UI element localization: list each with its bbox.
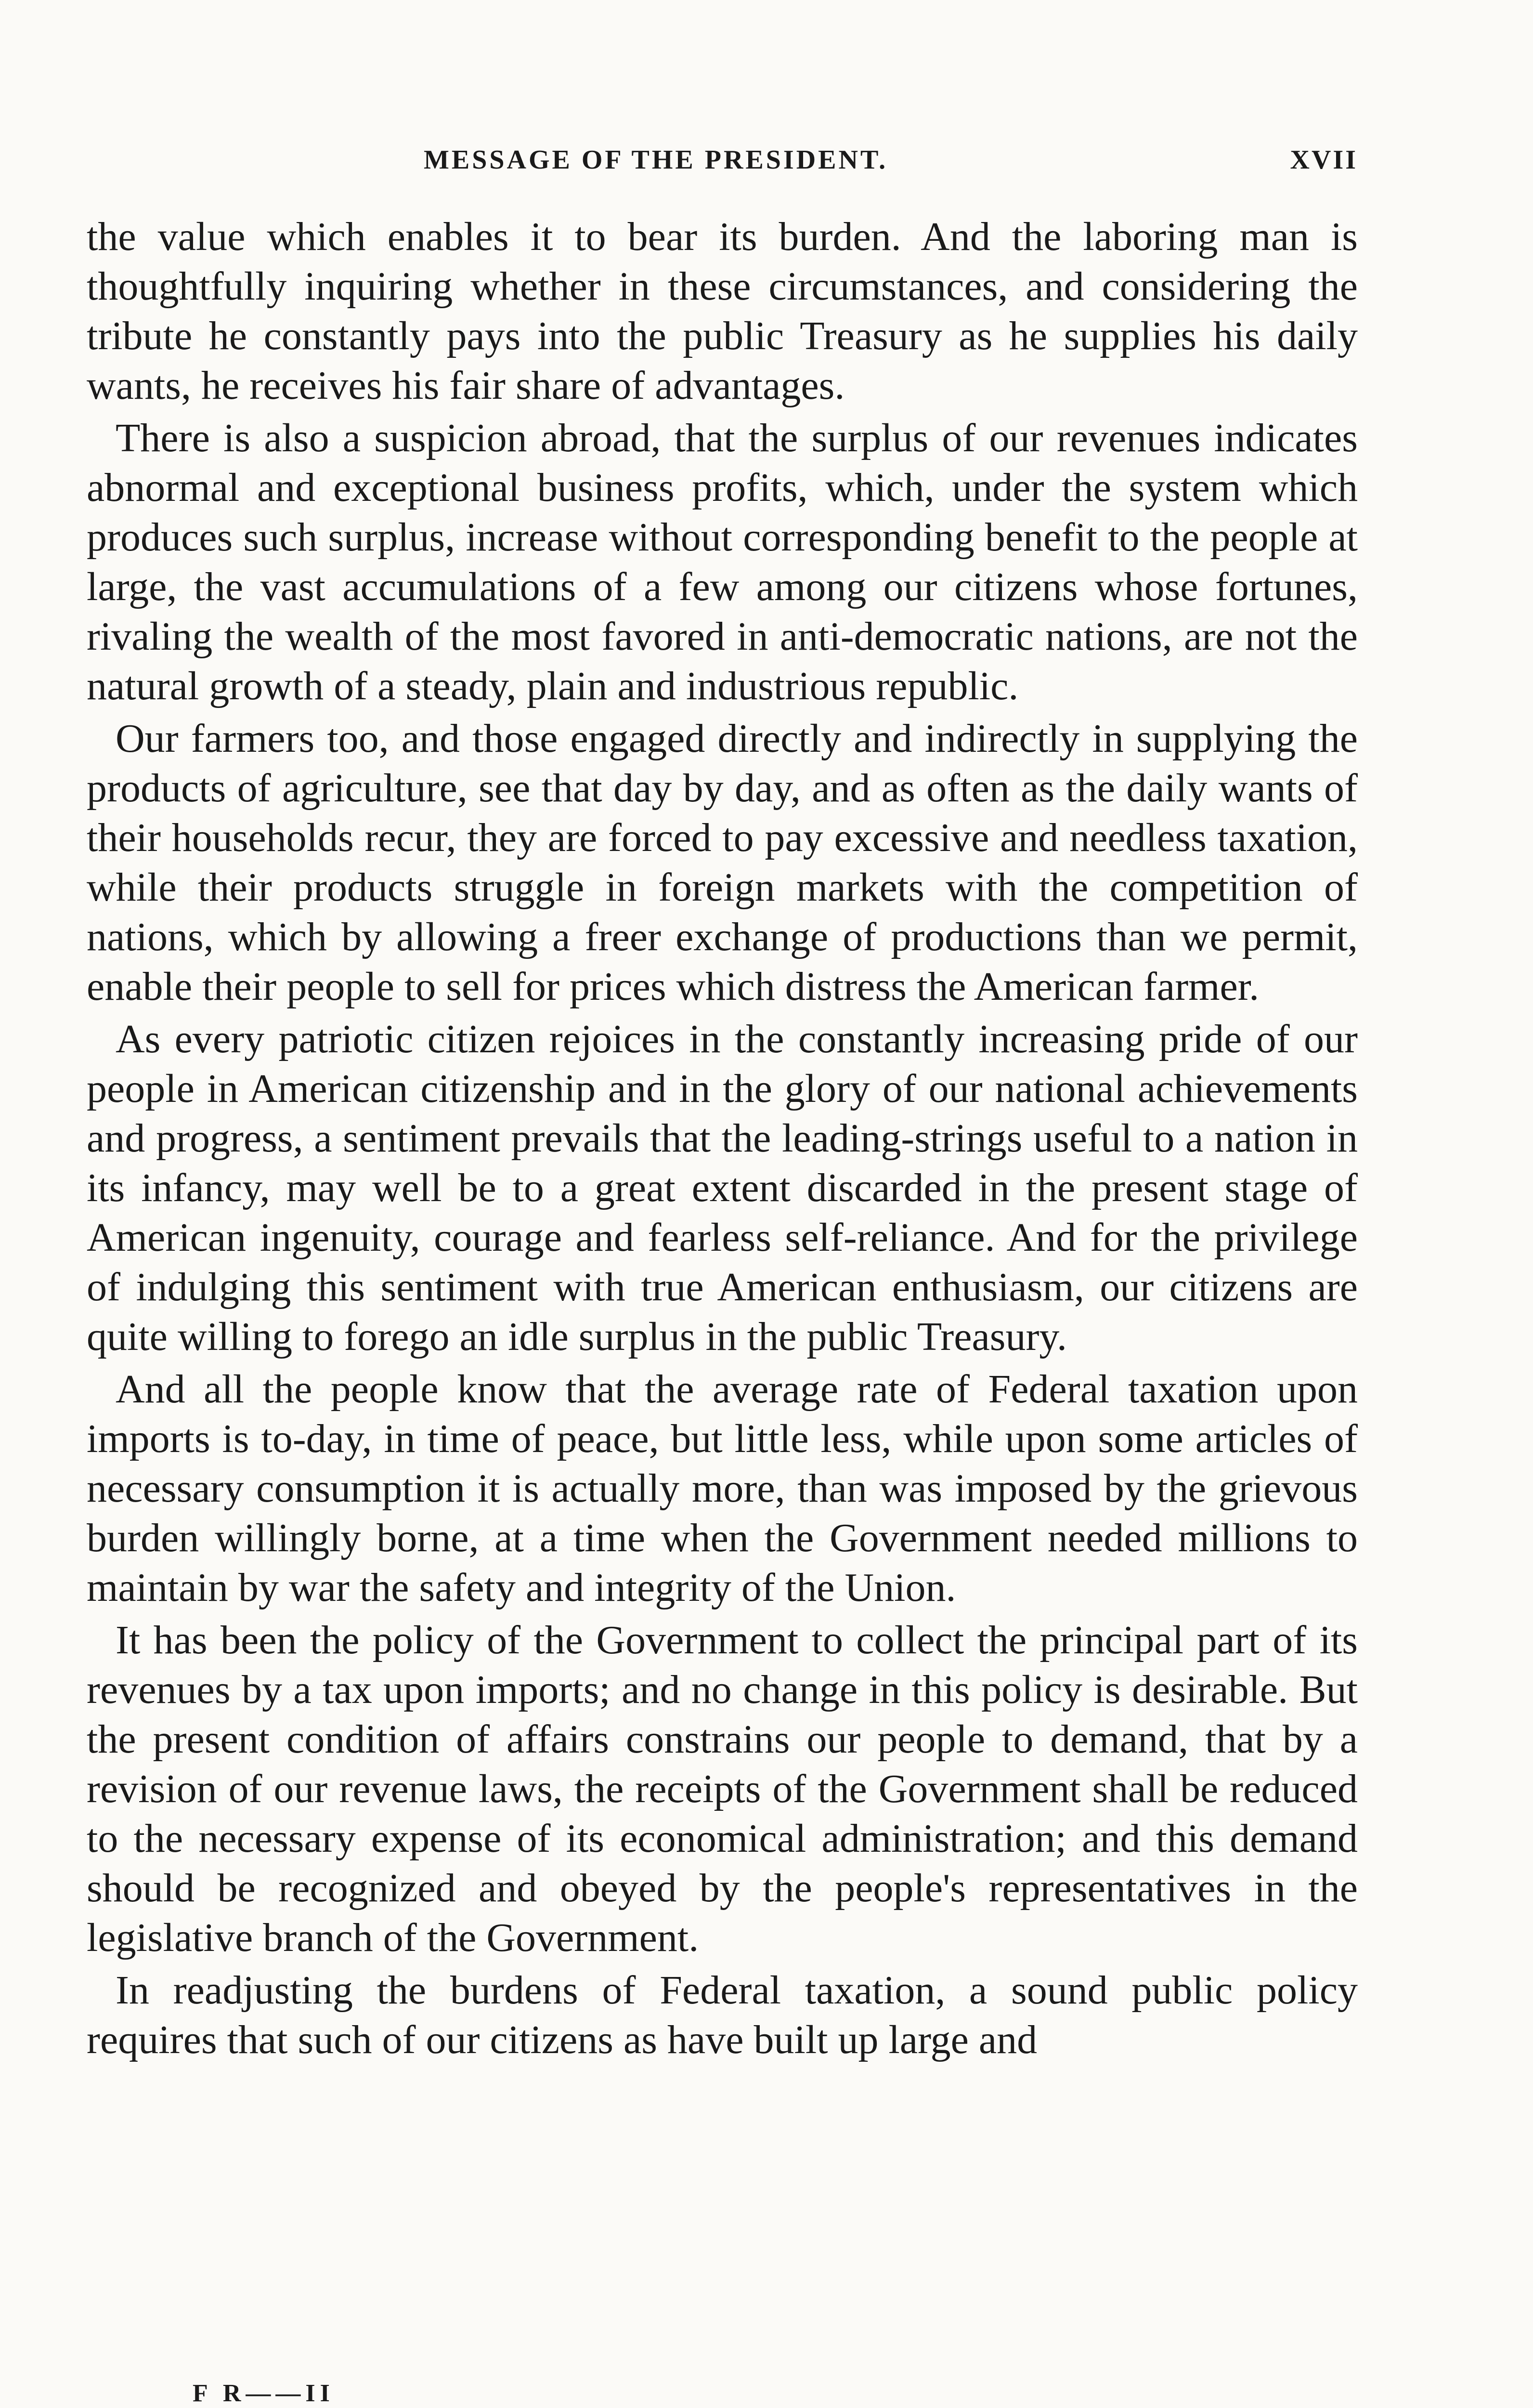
paragraph: There is also a suspicion abroad, that the surplus of our revenues indicates abnormal and exceptional business profits, which, under the system which produces such surplus, increase without corresponding benefit to the people at large, the vast accumulations of a few among our citizens whose fortunes, rivaling the wealth of the most favored in anti-democratic nations, are not the natural growth of a steady, plain and industrious republic.	[87, 416, 1358, 708]
paragraph: And all the people know that the average rate of Federal taxation upon imports is to-day, in time of peace, but little less, while upon some articles of necessary consumption it is actually more, than was imposed by the grievous burden willingly borne, at a time when the Government needed millions to maintain by war the safety and integrity of the Union.	[87, 1367, 1358, 1610]
paragraph: Our farmers too, and those engaged directly and indirectly in supplying the products of agriculture, see that day by day, and as often as the daily wants of their households recur, they are forced to pay excessive and needless taxation, while their products struggle in foreign markets with the competition of nations, which by allowing a freer exchange of productions than we permit, enable their people to sell for prices which distress the American farmer.	[87, 716, 1358, 1009]
running-title: MESSAGE OF THE PRESIDENT.	[424, 145, 888, 175]
body-text	[87, 212, 1358, 2068]
signature-mark: F R——II	[193, 2380, 335, 2407]
paragraph: It has been the policy of the Government to collect the principal part of its revenues by a tax upon imports; and no change in this policy is desirable. But the present condition of affairs constrains our people to demand, that by a revision of our revenue laws, the receipts of the Government shall be reduced to the necessary expense of its economical administration; and this demand should be recognized and obeyed by the people's representatives in the legislative branch of the Government.	[87, 1618, 1358, 1960]
paragraph: In readjusting the burdens of Federal taxation, a sound public policy requires that such of our citizens as have built up large and	[87, 1968, 1358, 2062]
running-head	[87, 144, 1358, 188]
page-number: XVII	[1290, 145, 1358, 175]
paragraph: As every patriotic citizen rejoices in the constantly increasing pride of our people in American citizenship and in the glory of our national achievements and progress, a sentiment prevails that the leading-strings useful to a nation in its infancy, may well be to a great extent discarded in the present stage of American ingenuity, courage and fearless self-reliance. And for the privilege of indulging this sentiment with true American enthusiasm, our citizens are quite willing to forego an idle surplus in the public Treasury.	[87, 1017, 1358, 1359]
paragraph-continuation: the value which enables it to bear its burden. And the laboring man is thoughtfully inquiring whether in these circumstances, and considering the tribute he constantly pays into the public Treasury as he supplies his daily wants, he receives his fair share of advantages.	[87, 214, 1358, 408]
